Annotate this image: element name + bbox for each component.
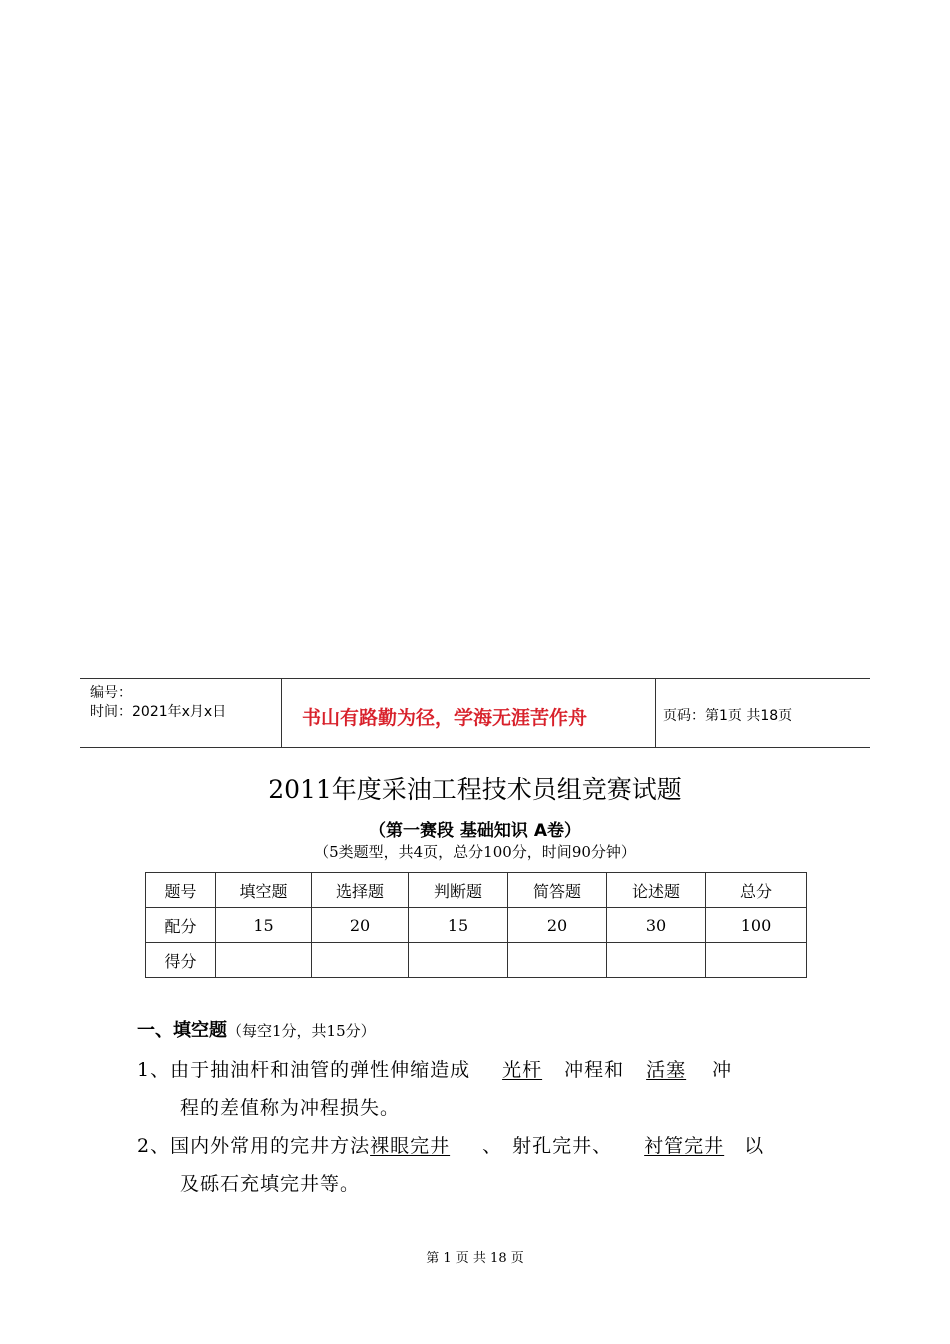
table-cell: 100 (706, 908, 807, 943)
table-row (146, 943, 807, 978)
exam-info: （5类题型，共4页，总分100分，时间90分钟） (314, 843, 636, 861)
table-row (146, 873, 807, 908)
answer-blank: 光杆 (502, 1059, 543, 1081)
score-entry-cell (409, 943, 508, 978)
table-cell: 总分 (706, 873, 807, 908)
score-table (145, 872, 807, 978)
table-cell: 判断题 (409, 873, 508, 908)
document-header (80, 678, 870, 748)
table-cell: 题号 (146, 873, 216, 908)
exam-subtitle: （第一赛段 基础知识 A卷） (369, 821, 581, 841)
section-title: 一、填空题 (137, 1020, 227, 1041)
score-entry-cell (706, 943, 807, 978)
question-text: 2、国内外常用的完井方法 (137, 1135, 371, 1157)
table-cell: 简答题 (508, 873, 607, 908)
table-cell: 15 (216, 908, 312, 943)
answer-blank: 裸眼完井 (370, 1135, 451, 1157)
table-cell: 配分 (146, 908, 216, 943)
question-text: 冲 (712, 1059, 733, 1081)
page-footer: 第 1 页 共 18 页 (426, 1251, 524, 1266)
section-heading (137, 1016, 376, 1042)
question-1-line-2: 程的差值称为冲程损失。 (180, 1097, 401, 1119)
score-entry-cell (216, 943, 312, 978)
header-page-cell (655, 679, 870, 747)
question-2-line-1 (137, 1131, 764, 1158)
score-entry-cell (607, 943, 706, 978)
number-label: 编号： (90, 685, 132, 701)
table-cell: 填空题 (216, 873, 312, 908)
page-info: 页码：第1页 共18页 (663, 708, 793, 724)
table-cell: 20 (312, 908, 409, 943)
section-note: （每空1分，共15分） (227, 1022, 376, 1040)
exam-title: 2011年度采油工程技术员组竞赛试题 (268, 775, 682, 804)
table-cell: 20 (508, 908, 607, 943)
date-line: 时间：2021年x月x日 (90, 704, 227, 720)
question-text: 以 (744, 1135, 765, 1157)
answer-blank: 活塞 (646, 1059, 687, 1081)
header-meta-cell (80, 679, 281, 747)
table-cell: 15 (409, 908, 508, 943)
table-row (146, 908, 807, 943)
question-text: 1、由于抽油杆和油管的弹性伸缩造成 (137, 1059, 471, 1081)
header-motto-cell (281, 679, 656, 747)
score-entry-cell (312, 943, 409, 978)
table-cell: 论述题 (607, 873, 706, 908)
table-cell: 得分 (146, 943, 216, 978)
table-cell: 30 (607, 908, 706, 943)
motto: 书山有路勤为径，学海无涯苦作舟 (302, 707, 588, 729)
answer-text: 射孔完井 (512, 1135, 593, 1157)
table-cell: 选择题 (312, 873, 409, 908)
question-text: 冲程和 (564, 1059, 625, 1081)
question-2-line-2: 及砾石充填完井等。 (180, 1173, 361, 1195)
score-entry-cell (508, 943, 607, 978)
question-text: 、 (592, 1135, 613, 1157)
question-text: 、 (482, 1135, 503, 1157)
question-1-line-1 (137, 1055, 732, 1082)
answer-blank: 衬管完井 (644, 1135, 725, 1157)
